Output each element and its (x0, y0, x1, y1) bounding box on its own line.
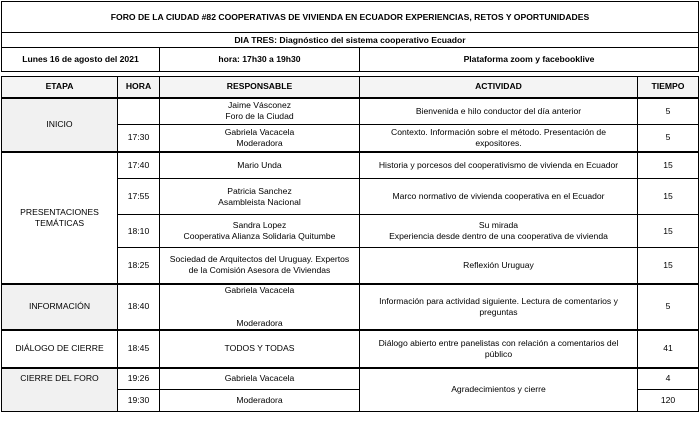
responsable-cell: TODOS Y TODAS (160, 330, 360, 368)
time-cell: 18:10 (118, 215, 160, 248)
responsable-cell: Mario Unda (160, 152, 360, 179)
table-row (2, 284, 699, 330)
stage-informacion: INFORMACIÓN (2, 284, 118, 330)
duration-cell: 120 (638, 390, 699, 412)
stage-dialogo: DIÁLOGO DE CIERRE (2, 330, 118, 368)
activity-cell: Su mirada Experiencia desde dentro de una cooperativa de vivienda (360, 215, 638, 248)
responsable-cell: Jaime Vásconez Foro de la Ciudad (160, 98, 360, 125)
activity-cell: Marco normativo de vivienda cooperativa en el Ecuador (360, 179, 638, 215)
agenda-table (1, 1, 699, 412)
responsable-cell: Sandra Lopez Cooperativa Alianza Solidaria Quitumbe (160, 215, 360, 248)
responsable-cell: Gabriela Vacacela (160, 368, 360, 390)
event-title: FORO DE LA CIUDAD #82 COOPERATIVAS DE VIVIENDA EN ECUADOR EXPERIENCIAS, RETOS Y OPORTUNIDADES (2, 2, 699, 33)
table-row (2, 330, 699, 368)
time-cell: 17:40 (118, 152, 160, 179)
time-cell: 19:30 (118, 390, 160, 412)
activity-cell: Reflexión Uruguay (360, 248, 638, 284)
col-actividad: ACTIVIDAD (360, 77, 638, 98)
time-cell: 17:55 (118, 179, 160, 215)
duration-cell: 15 (638, 179, 699, 215)
column-header-row (2, 77, 699, 98)
day-subtitle: DIA TRES: Diagnóstico del sistema cooperativo Ecuador (2, 33, 699, 48)
table-row (2, 98, 699, 125)
responsable-cell: Gabriela Vacacela Moderadora (160, 125, 360, 152)
event-platform: Plataforma zoom y facebooklive (360, 48, 699, 72)
col-tiempo: TIEMPO (638, 77, 699, 98)
duration-cell: 41 (638, 330, 699, 368)
time-cell (118, 98, 160, 125)
responsable-cell: Moderadora (160, 390, 360, 412)
activity-cell: Historia y porcesos del cooperativismo de vivienda en Ecuador (360, 152, 638, 179)
stage-presentaciones: PRESENTACIONES TEMÁTICAS (2, 152, 118, 284)
duration-cell: 15 (638, 152, 699, 179)
stage-cierre: CIERRE DEL FORO (2, 368, 118, 412)
col-hora: HORA (118, 77, 160, 98)
time-cell: 17:30 (118, 125, 160, 152)
activity-cell: Contexto. Información sobre el método. Presentación de expositores. (360, 125, 638, 152)
duration-cell: 5 (638, 98, 699, 125)
duration-cell: 5 (638, 125, 699, 152)
event-hours: hora: 17h30 a 19h30 (160, 48, 360, 72)
responsable-cell: Gabriela Vacacela Moderadora (160, 284, 360, 330)
day-row (2, 33, 699, 48)
responsable-cell: Sociedad de Arquitectos del Uruguay. Expertos de la Comisión Asesora de Viviendas (160, 248, 360, 284)
col-responsable: RESPONSABLE (160, 77, 360, 98)
time-cell: 18:25 (118, 248, 160, 284)
activity-cell: Bienvenida e hilo conductor del día anterior (360, 98, 638, 125)
col-etapa: ETAPA (2, 77, 118, 98)
duration-cell: 4 (638, 368, 699, 390)
info-row (2, 48, 699, 72)
title-row (2, 2, 699, 33)
table-row (2, 152, 699, 179)
activity-cell: Información para actividad siguiente. Lectura de comentarios y preguntas (360, 284, 638, 330)
time-cell: 18:45 (118, 330, 160, 368)
event-date: Lunes 16 de agosto del 2021 (2, 48, 160, 72)
duration-cell: 15 (638, 248, 699, 284)
duration-cell: 5 (638, 284, 699, 330)
responsable-cell: Patricia Sanchez Asambleista Nacional (160, 179, 360, 215)
time-cell: 18:40 (118, 284, 160, 330)
stage-inicio: INICIO (2, 98, 118, 152)
activity-cell: Diálogo abierto entre panelistas con relación a comentarios del público (360, 330, 638, 368)
time-cell: 19:26 (118, 368, 160, 390)
table-row (2, 368, 699, 390)
duration-cell: 15 (638, 215, 699, 248)
activity-cell: Agradecimientos y cierre (360, 368, 638, 412)
